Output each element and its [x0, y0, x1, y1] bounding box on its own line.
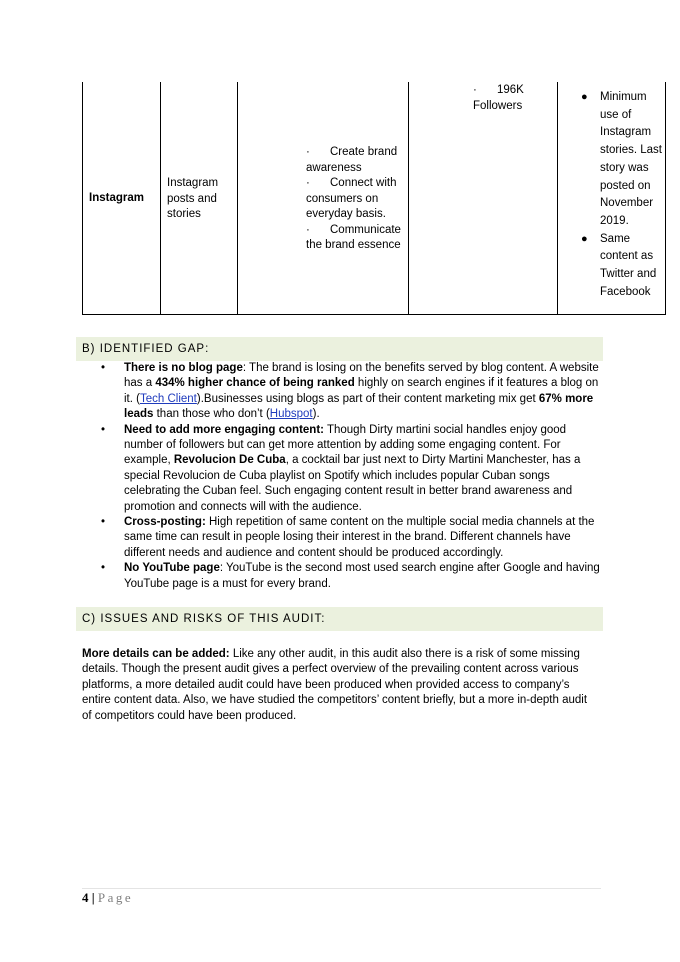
list-item: • No YouTube page: YouTube is the second most used search engine after Google and having YouTube page is a must for every brand. [101, 562, 600, 590]
table-border [237, 82, 238, 315]
list-item: • Cross-posting: High repetition of same content on the multiple social media channels at the same time can result in people losing their interest in the brand. Different channels have different needs and audience and content should be produced accordingly. [101, 516, 595, 559]
table-border [82, 82, 83, 315]
list-item: • There is no blog page: The brand is losing on the benefits served by blog content. A website has a 434% higher chance of being ranked highly on search engines if it features a blog on it. (Tech Client).Businesses using blogs as part of their content marketing mix get 67% more leads than those who don’t (Hubspot). [101, 362, 599, 421]
footer-divider [82, 888, 601, 889]
bullet-icon: • [101, 423, 106, 436]
content-type-cell: Instagram posts and stories [167, 177, 219, 220]
section-c-heading: C) ISSUES AND RISKS OF THIS AUDIT: [76, 607, 603, 631]
table-border [557, 82, 558, 315]
table-border [408, 82, 409, 315]
bullet-icon: • [101, 362, 106, 374]
observations-cell [581, 89, 664, 301]
objectives-cell [306, 145, 404, 254]
audit-table [82, 82, 666, 315]
bullet-icon: ● [581, 91, 588, 103]
table-border [82, 314, 666, 315]
bullet-icon: • [101, 562, 106, 575]
tech-client-link[interactable]: Tech Client [139, 392, 197, 405]
hubspot-link[interactable]: Hubspot [269, 408, 313, 421]
objective-item: · Create brand awareness [306, 146, 398, 174]
platform-cell: Instagram [89, 192, 144, 204]
table-border [665, 82, 666, 315]
followers-cell: · 196K Followers [473, 84, 524, 112]
page-number: 4 [82, 890, 89, 905]
issues-paragraph: More details can be added: Like any other audit, in this audit also there is a risk of some missing details. Though the present audit gives a perfect overview of the prevailing content across various platforms, a more detailed audit could have been produced when provided access to company’s entire content data. Also, we have studied the competitors’ content briefly, but a more in-depth audit of competitors could have been produced. [82, 648, 588, 722]
list-item: • Need to add more engaging content: Though Dirty martini social handles enjoy good number of followers but can get more attention by adding some engaging content. For example, Revolucion De Cuba, a cocktail bar just next to Dirty Martini Manchester, has a special Revolucion de Cuba playlist on Spotify which includes popular Cuban songs celebrating the Cuban feel. Such engaging content result in better brand awareness and promotion and connects will with the audience. [101, 423, 581, 513]
page-footer: 4 | Page [82, 890, 134, 905]
observation-item: ● Minimum use of Instagram stories. Last story was posted on November 2019. [581, 91, 662, 227]
objective-item: · Communicate the brand essence [306, 223, 401, 251]
objective-item: · Connect with consumers on everyday basis. [306, 177, 397, 220]
section-b-heading: B) IDENTIFIED GAP: [76, 337, 603, 361]
gap-list [82, 361, 602, 592]
table-border [160, 82, 161, 315]
bullet-icon: ● [581, 232, 588, 245]
observation-item: ● Same content as Twitter and Facebook [581, 232, 657, 298]
page-label: Page [97, 890, 134, 905]
bullet-icon: • [101, 516, 106, 529]
